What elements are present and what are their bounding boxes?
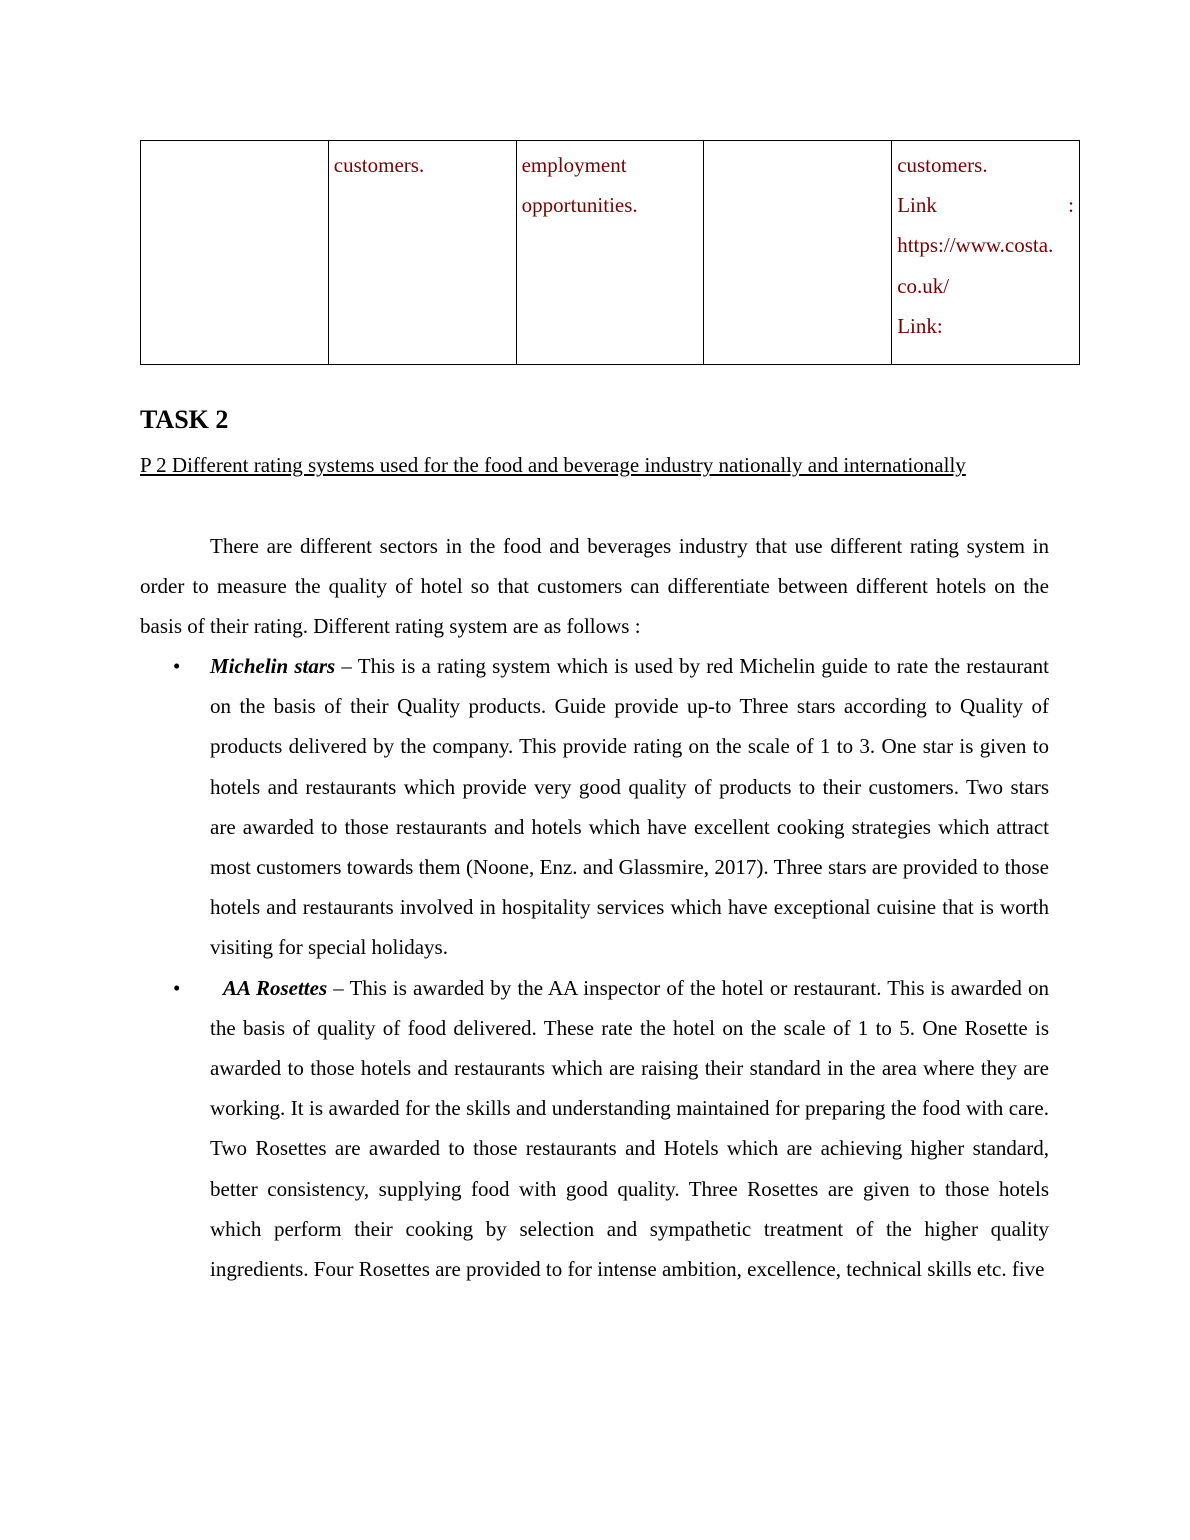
list-item-text: – This is a rating system which is used by red Michelin guide to rate the restaurant on the basis of their Quality products. Guide provide up-to Three stars according to Quality of products delivered by the company. This provide rating on the scale of 1 to 3. One star is given to hotels and restaurants which provide very good quality of products to their customers. Two stars are awarded to those restaurants and hotels which have excellent cooking strategies which attract most customers towards them (Noone, Enz. and Glassmire, 2017). Three stars are provided to those hotels and restaurants involved in hospitality services which have exceptional cuisine that is worth visiting for special holidays. bbox=[210, 654, 1049, 960]
task-heading: TASK 2 bbox=[140, 405, 229, 434]
cell-line: customers. bbox=[333, 153, 425, 177]
link-url-part-1[interactable]: https://www.costa. bbox=[897, 233, 1054, 258]
bullet-icon: • bbox=[173, 975, 181, 1000]
list-item-text: – This is awarded by the AA inspector of the hotel or restaurant. This is awarded on the basis of quality of food delivered. These rate the hotel on the scale of 1 to 5. One Rosette is awarded to those hotels and restaurants which are raising their standard in the area where they are working. It is awarded for the skills and understanding maintained for preparing the food with care. Two Rosettes are awarded to those restaurants and Hotels which are achieving higher standard, better consistency, supplying food with good quality. Three Rosettes are given to those hotels which perform their cooking by selection and sympathetic treatment of the higher quality ingredients. Four Rosettes are provided to for intense ambition, excellence, technical skills etc. five bbox=[210, 975, 1049, 1282]
cell-line: Link: bbox=[897, 313, 943, 338]
link-colon: : bbox=[1068, 193, 1074, 218]
list-item bbox=[140, 646, 1049, 968]
bullet-icon: • bbox=[173, 654, 181, 678]
comparison-table bbox=[140, 140, 1080, 365]
table-cell-2 bbox=[328, 141, 516, 365]
table-cell-3 bbox=[516, 141, 704, 365]
list-item-term: Michelin stars bbox=[210, 654, 336, 678]
cell-line: employment bbox=[521, 153, 627, 177]
cell-line: opportunities. bbox=[521, 193, 638, 218]
table-cell-1 bbox=[141, 141, 329, 365]
list-item-term: AA Rosettes bbox=[223, 975, 328, 1000]
link-url-part-2[interactable]: co.uk/ bbox=[897, 273, 950, 298]
link-label: Link bbox=[897, 193, 937, 218]
rating-systems-list bbox=[140, 646, 1049, 1289]
table-row bbox=[141, 141, 1080, 365]
intro-paragraph: There are different sectors in the food and beverages industry that use different rating system in order to measure the quality of hotel so that customers can differentiate between different hotels on the basis of their rating. Different rating system are as follows : bbox=[140, 534, 1049, 639]
table-cell-5 bbox=[892, 141, 1080, 365]
table-cell-4 bbox=[704, 141, 892, 365]
section-subheading: P 2 Different rating systems used for the food and beverage industry nationally and internationally bbox=[140, 453, 966, 477]
cell-line: customers. bbox=[897, 153, 988, 177]
link-label-line bbox=[897, 185, 1074, 225]
list-item bbox=[140, 968, 1049, 1290]
